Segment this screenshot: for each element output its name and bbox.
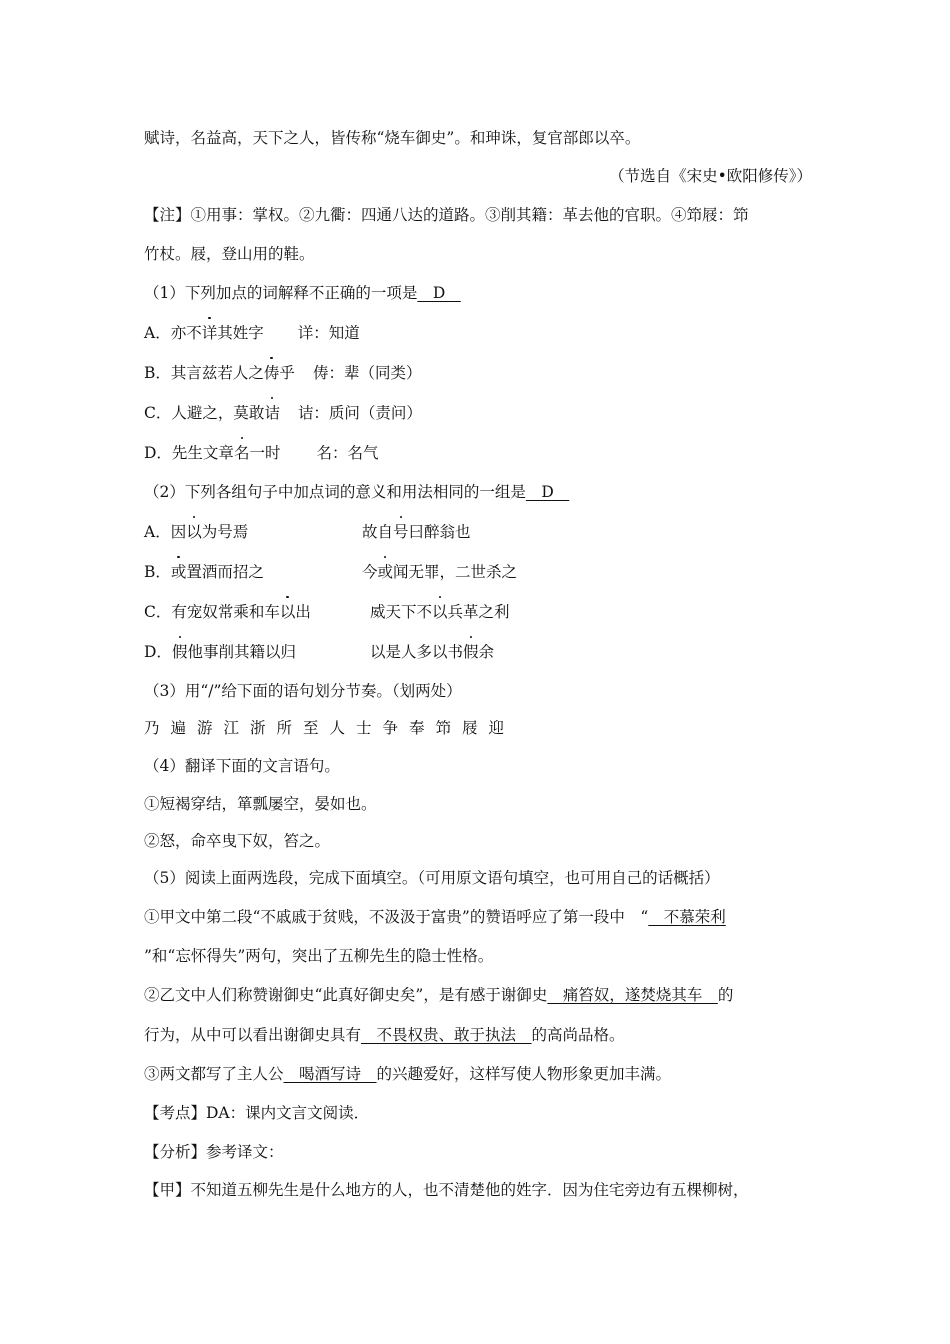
q2-option-b-right: 今或闻无罪，二世杀之 [362, 563, 518, 581]
dotted-word: 以 [279, 603, 296, 621]
q1-answer: D [417, 284, 461, 302]
q2-option-c: C．有宠奴常乘和车以出 威天下不以兵革之利 [144, 603, 510, 621]
q2-stem-text: （2）下列各组句子中加点词的意义和用法相同的一组是 [144, 483, 526, 501]
fenxi: 【分析】参考译文： [144, 1143, 284, 1161]
q5-item-1: ①甲文中第二段“不戚戚于贫贱，不汲汲于富贵”的赞语呼应了第一段中 “ 不慕荣利 [144, 908, 726, 926]
dotted-word: 假 [171, 643, 188, 661]
q1-stem-text: （1）下列加点的词解释不正确的一项是 [144, 284, 418, 302]
dotted-word: 假 [463, 643, 479, 661]
dotted-word: 号 [393, 523, 409, 541]
notes-line-1: 【注】①用事：掌权。②九衢：四通八达的道路。③削其籍：革去他的官职。④笻屐：笻 [144, 206, 749, 224]
dotted-word: 俦 [263, 364, 280, 382]
q4-stem: （4）翻译下面的文言语句。 [144, 757, 340, 775]
q1-option-gloss: 诘：质问（责问） [297, 404, 422, 422]
q2-option-c-right: 威天下不以兵革之利 [370, 603, 510, 621]
q1-option-a: A．亦不详其姓字 详：知道 [144, 324, 360, 342]
q3-stem: （3）用“/”给下面的语句划分节奏。（划两处） [144, 682, 462, 700]
dotted-word: 名 [233, 444, 250, 462]
q5-item-2: ②乙文中人们称赞谢御史“此真好御史矣”，是有感于谢御史 痛笞奴，遂焚烧其车 的 [144, 986, 734, 1004]
q1-option-d: D．先生文章名一时 名：名气 [144, 444, 379, 462]
q2-option-b: B．或置酒而招之 今或闻无罪，二世杀之 [144, 563, 518, 581]
q1-option-c: C．人避之，莫敢诘 诘：质问（责问） [144, 404, 422, 422]
q2-option-d-right: 以是人多以书假余 [370, 643, 495, 661]
notes-line-2: 竹杖。屐，登山用的鞋。 [144, 245, 315, 263]
q2-option-a-right: 故自号曰醉翁也 [362, 523, 471, 541]
q5-blank-4: 喝酒写诗 [283, 1065, 377, 1083]
dotted-word: 或 [170, 563, 187, 581]
source-citation: （节选自《宋史•欧阳修传》） [609, 167, 812, 185]
q4-item-2: ②怒，命卒曳下奴，笞之。 [144, 832, 331, 850]
q5-blank-1: 不慕荣利 [648, 908, 726, 926]
q1-option-gloss: 俦：辈（同类） [312, 364, 422, 382]
dotted-word: 以 [432, 603, 448, 621]
q4-item-1: ①短褐穿结，箪瓢屡空，晏如也。 [144, 795, 377, 813]
q5-blank-3: 不畏权贵、敢于执法 [361, 1026, 532, 1044]
q3-sentence: 乃遍游江浙所至人士争奉笻屐迎 [144, 719, 516, 737]
kaodian: 【考点】DA：课内文言文阅读． [144, 1104, 370, 1122]
q5-stem: （5）阅读上面两选段，完成下面填空。（可用原文语句填空，也可用自己的话概括） [144, 869, 720, 887]
dotted-word: 详 [201, 324, 218, 342]
dotted-word: 以 [186, 523, 202, 541]
q5-blank-2: 痛笞奴，遂焚烧其车 [547, 986, 718, 1004]
dotted-word: 诘 [264, 404, 280, 422]
passage-end: 赋诗，名益高，天下之人，皆传称“烧车御史”。和珅诛，复官部郎以卒。 [144, 129, 641, 147]
translation-jia: 【甲】不知道五柳先生是什么地方的人，也不清楚他的姓字．因为住宅旁边有五棵柳树， [144, 1181, 749, 1199]
q5-item-3: ③两文都写了主人公 喝酒写诗 的兴趣爱好，这样写使人物形象更加丰满。 [144, 1065, 672, 1083]
q1-stem [144, 282, 812, 304]
q2-stem [144, 481, 812, 503]
q1-option-gloss: 名：名气 [316, 444, 379, 462]
q2-answer: D [525, 483, 570, 501]
dotted-word: 或 [377, 563, 394, 581]
q2-option-a: A．因以为号焉 故自号曰醉翁也 [144, 523, 471, 541]
q5-item-1-cont: ”和“忘怀得失”两句，突出了五柳先生的隐士性格。 [144, 947, 494, 965]
q1-option-gloss: 详：知道 [297, 324, 360, 342]
q2-option-d: D．假他事削其籍以归 以是人多以书假余 [144, 643, 495, 661]
q5-item-2-cont: 行为，从中可以看出谢御史具有 不畏权贵、敢于执法 的高尚品格。 [144, 1026, 625, 1044]
q1-option-b: B．其言兹若人之俦乎 俦：辈（同类） [144, 364, 422, 382]
